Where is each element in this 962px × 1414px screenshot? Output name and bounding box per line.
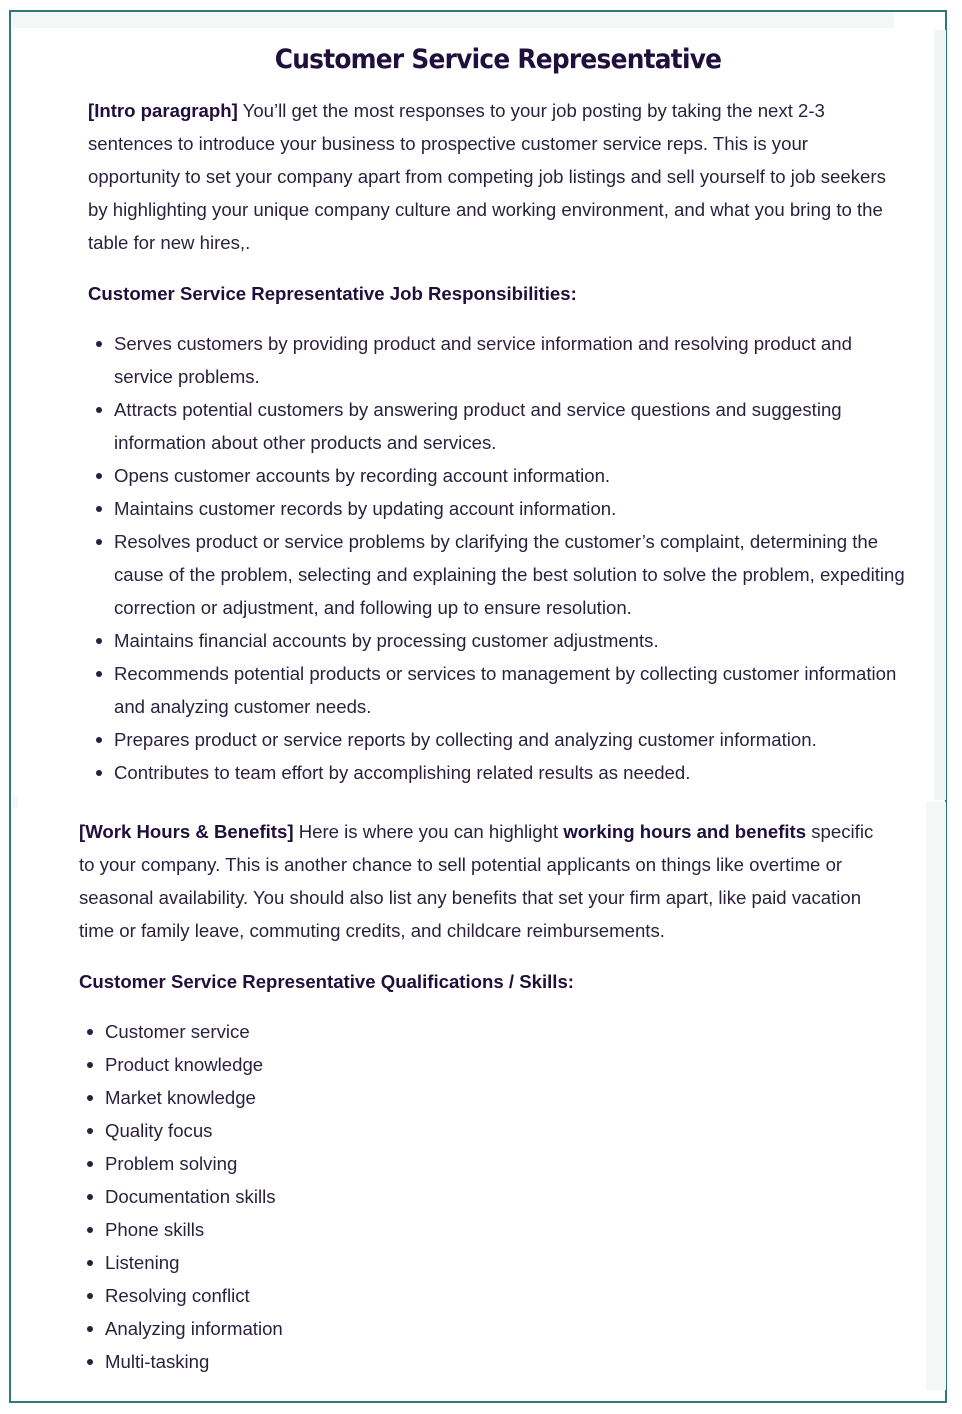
skills-list — [79, 1015, 479, 1378]
list-item: Serves customers by providing product and service information and resolving product and service problems. — [88, 327, 910, 393]
list-item: Opens customer accounts by recording account information. — [88, 459, 910, 492]
list-item: Documentation skills — [79, 1180, 479, 1213]
list-item: Phone skills — [79, 1213, 479, 1246]
right-shade-lower — [926, 802, 946, 1390]
list-item: Recommends potential products or services to management by collecting customer information and analyzing customer needs. — [88, 657, 910, 723]
left-shade — [12, 796, 18, 808]
work-hours-paragraph — [79, 815, 879, 947]
list-item: Listening — [79, 1246, 479, 1279]
list-item: Multi-tasking — [79, 1345, 479, 1378]
list-item: Attracts potential customers by answering product and service questions and suggesting information about other products and services. — [88, 393, 910, 459]
work-hours-text-before: Here is where you can highlight — [293, 821, 564, 842]
intro-label: [Intro paragraph] — [88, 100, 238, 121]
intro-text: You’ll get the most responses to your job posting by taking the next 2-3 sentences to introduce your business to prospective customer service reps. This is your opportunity to set your company apart from competing job listings and sell yourself to job seekers by highlighting your unique company culture and working environment, and what you bring to the table for new hires,. — [88, 100, 886, 253]
list-item: Problem solving — [79, 1147, 479, 1180]
list-item: Resolving conflict — [79, 1279, 479, 1312]
work-hours-label: [Work Hours & Benefits] — [79, 821, 294, 842]
list-item: Market knowledge — [79, 1081, 479, 1114]
right-shade-upper — [934, 30, 946, 800]
intro-paragraph — [88, 94, 888, 259]
qualifications-heading: Customer Service Representative Qualifications / Skills: — [79, 971, 574, 992]
page-title: Customer Service Representative — [274, 44, 722, 75]
list-item: Prepares product or service reports by collecting and analyzing customer information. — [88, 723, 910, 756]
list-item: Resolves product or service problems by clarifying the customer’s complaint, determining the cause of the problem, selecting and explaining the best solution to solve the problem, expediting correction or adjustment, and following up to ensure resolution. — [88, 525, 910, 624]
responsibilities-list — [88, 327, 910, 789]
responsibilities-heading: Customer Service Representative Job Responsibilities: — [88, 283, 577, 304]
list-item: Quality focus — [79, 1114, 479, 1147]
list-item: Maintains financial accounts by processing customer adjustments. — [88, 624, 910, 657]
work-hours-highlight: working hours and benefits — [563, 821, 807, 842]
work-hours-text-after: specific to your company. This is another chance to sell potential applicants on things like overtime or seasonal availability. You should also list any benefits that set your firm apart, like paid vacation time or family leave, commuting credits, and childcare reimbursements. — [79, 821, 874, 941]
list-item: Analyzing information — [79, 1312, 479, 1345]
top-shade — [12, 12, 894, 28]
list-item: Product knowledge — [79, 1048, 479, 1081]
list-item: Contributes to team effort by accomplishing related results as needed. — [88, 756, 910, 789]
list-item: Maintains customer records by updating account information. — [88, 492, 910, 525]
list-item: Customer service — [79, 1015, 479, 1048]
